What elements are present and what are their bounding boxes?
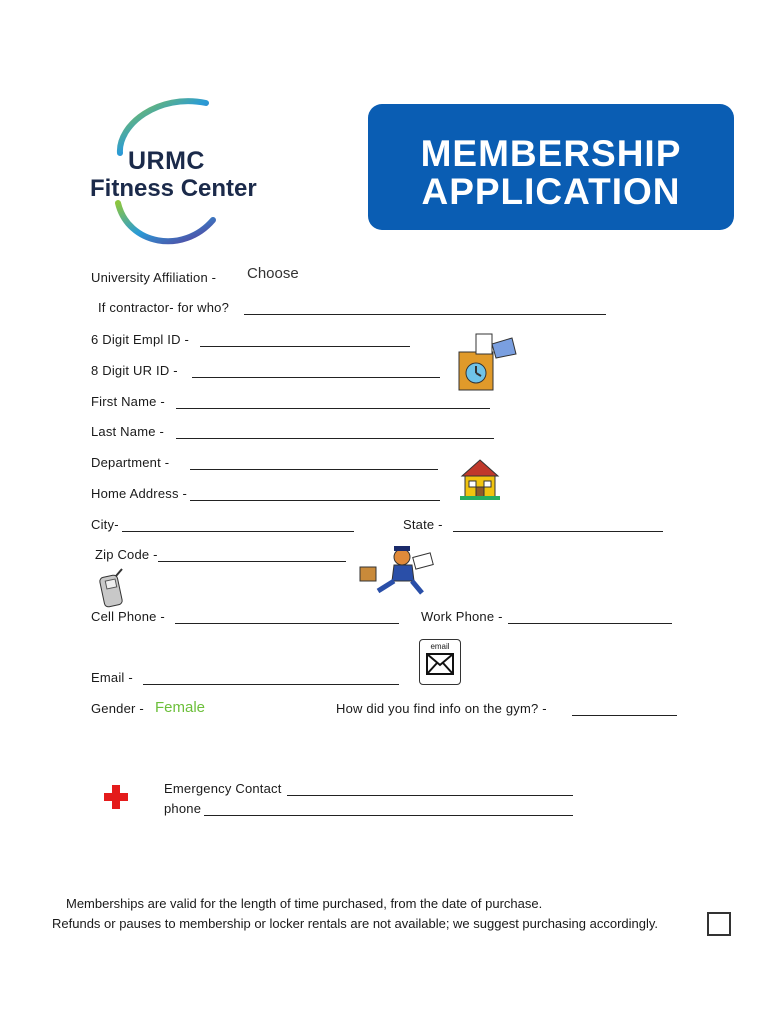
last-name-field[interactable] (176, 438, 494, 439)
mail-carrier-icon (356, 543, 436, 595)
zip-label: Zip Code - (95, 547, 158, 562)
find-info-field[interactable] (572, 715, 677, 716)
department-field[interactable] (190, 469, 438, 470)
first-name-field[interactable] (176, 408, 490, 409)
cell-phone-icon (96, 568, 132, 608)
gender-select[interactable]: Female (155, 699, 206, 716)
time-clock-icon (456, 330, 518, 392)
email-field[interactable] (143, 684, 399, 685)
city-label: City- (91, 517, 119, 532)
ur-id-label: 8 Digit UR ID - (91, 363, 178, 378)
department-label: Department - (91, 455, 170, 470)
title-banner (368, 104, 734, 230)
banner-line1: MEMBERSHIP (420, 133, 682, 174)
logo-line1: URMC (128, 147, 205, 175)
banner-line2: APPLICATION (421, 171, 681, 212)
state-field[interactable] (453, 531, 663, 532)
cell-phone-field[interactable] (175, 623, 399, 624)
affiliation-select[interactable]: Choose (247, 265, 299, 282)
state-label: State - (403, 517, 443, 532)
home-address-field[interactable] (190, 500, 440, 501)
red-cross-icon (103, 784, 129, 810)
emergency-contact-field[interactable] (287, 795, 573, 796)
email-label: Email - (91, 670, 133, 685)
affiliation-label: University Affiliation - (91, 270, 217, 285)
house-icon (460, 458, 500, 500)
work-phone-label: Work Phone - (421, 609, 503, 624)
email-icon-text: email (430, 642, 450, 651)
membership-note: Memberships are valid for the length of time purchased, from the date of purchase. (66, 896, 543, 911)
gender-label: Gender - (91, 701, 144, 716)
first-name-label: First Name - (91, 394, 165, 409)
emergency-phone-field[interactable] (204, 815, 573, 816)
contractor-label: If contractor- for who? (98, 300, 230, 315)
logo-line2: Fitness Center (90, 175, 257, 202)
empl-id-label: 6 Digit Empl ID - (91, 332, 190, 347)
acknowledge-checkbox[interactable] (707, 912, 731, 936)
find-info-label: How did you find info on the gym? - (336, 701, 547, 716)
home-address-label: Home Address - (91, 486, 188, 501)
last-name-label: Last Name - (91, 424, 165, 439)
emergency-contact-label: Emergency Contact (164, 781, 282, 796)
work-phone-field[interactable] (508, 623, 672, 624)
cell-phone-label: Cell Phone - (91, 609, 165, 624)
city-field[interactable] (122, 531, 354, 532)
emergency-phone-label: phone (164, 801, 202, 816)
empl-id-field[interactable] (200, 346, 410, 347)
email-icon (419, 639, 461, 685)
contractor-field[interactable] (244, 314, 606, 315)
refund-note: Refunds or pauses to membership or locker rentals are not available; we suggest purchasing accordingly. (52, 916, 659, 931)
ur-id-field[interactable] (192, 377, 440, 378)
zip-field[interactable] (158, 561, 346, 562)
urmc-logo (88, 95, 258, 255)
